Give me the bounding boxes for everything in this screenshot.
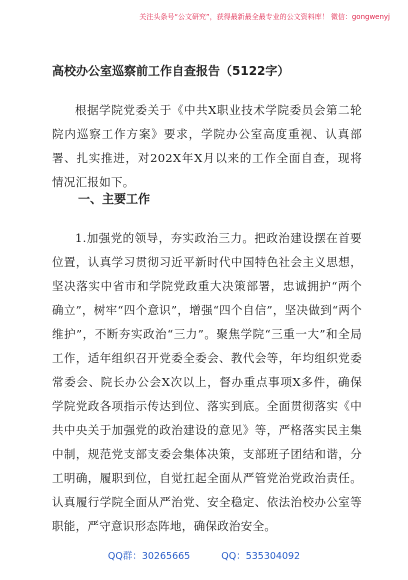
footer-qq: QQ：535304092 xyxy=(221,551,301,562)
section-heading: 一、主要工作 xyxy=(78,192,151,206)
intro-paragraph: 根据学院党委关于《中共X职业技术学院委员会第二轮院内巡察工作方案》要求，学院办公室高度重视、认真部署、扎实推进，对202X年X月以来的工作全面自查，现将情况汇报如下。 xyxy=(52,103,362,189)
document-title: 高校办公室巡察前工作自查报告（5122字） xyxy=(52,64,290,78)
body-paragraph: 1.加强党的领导，夯实政治三力。把政治建设摆在首要位置，认真学习贯彻习近平新时代中国特色社会主义思想，坚决落实中省市和学院党政重大决策部署，忠诚拥护“两个确立”，树牢“四个意识”，增强“四个自信”，坚决做到“两个维护”，不断夯实政治“三力”。聚焦学院“三重一大”和全局工作，适年组织召开党委全委会、教代会等，年均组织党委常委会、院长办公会X次以上，督办重点事项X多件，确保学院党政各项指示传达到位、落实到底。全面贯彻落实《中共中央关于加强党的政治建设的意见》等，严格落实民主集中制，规范党支部支委会集体决策，支部班子团结和谐，分工明确，履职到位，自觉扛起全面从严管党治党政治责任。认真履行学院全面从严治党、安全稳定、依法治校办公室等职能，严守意识形态阵地，确保政治安全。 xyxy=(52,231,362,533)
header-banner: 关注头条号“公文研究”，获得最新最全最专业的公文资料库！ 微信：gongwenyj xyxy=(139,13,390,21)
footer-contact xyxy=(0,548,408,562)
footer-qq-group: QQ群：30265665 xyxy=(107,551,191,562)
